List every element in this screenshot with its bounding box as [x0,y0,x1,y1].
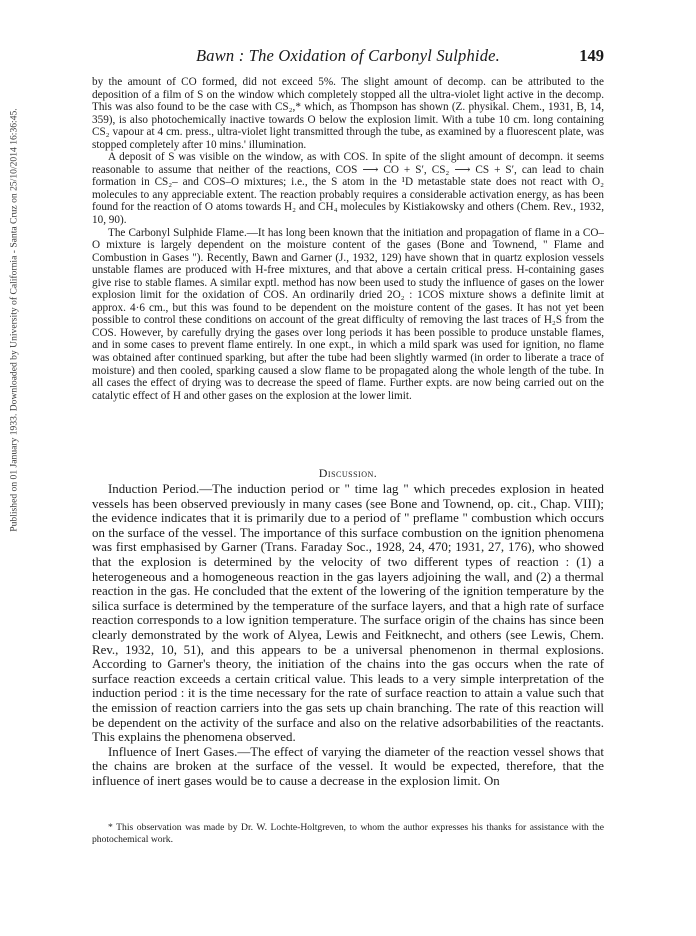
download-stamp-text: Published on 01 January 1933. Downloaded by University of California - Santa Cruz on 25/10/2014 16:36:45. [8,108,20,532]
page-number: 149 [579,46,604,65]
footnote: * This observation was made by Dr. W. Lochte-Holtgreven, to whom the author expresses his thanks for assistance with the photochemical work. [92,822,604,845]
download-stamp [4,40,24,600]
paragraph-sulphur-deposit: A deposit of S was visible on the window, as with COS. In spite of the slight amount of decompn. it seems reasonable to assume that neither of the reactions, COS ⟶ CO + S′, CS₂ ⟶ CS + S′, can lead to chain formation in CS₂– and COS–O mixtures; i.e., the S atom in the ¹D metastable state does not react with O₂ molecules to any appreciable extent. The reaction probably requires a considerable activation energy, as has been found for the reaction of O atoms towards H₂ and CH₄ molecules by Kistiakowsky and others (Chem. Rev., 1932, 10, 90). [92,151,604,227]
paragraph-inert-gases: Influence of Inert Gases.—The effect of varying the diameter of the reaction vessel shows that the chains are broken at the surface of the vessel. It would be expected, therefore, that the influence of inert gases would be to cause a decrease in the explosion limit. On [92,744,604,788]
section-heading: Discussion. [318,466,378,480]
paragraph-carbonyl-flame: The Carbonyl Sulphide Flame.—It has long been known that the initiation and propagation of flame in a CO–O mixture is largely dependent on the moisture content of the gases (Bone and Townend, " Flame and Combustion in Gases "). Recently, Bawn and Garner (J., 1932, 129) have shown that in quartz explosion vessels unstable flames are produced with H-free mixtures, and that above a certain critical press. H-containing gases give rise to stable flames. A similar exptl. method has now been used to study the influence of gases on the lower explosion limit for the oxidation of COS. An ordinarily dried 2O₂ : 1COS mixture shows a definite limit at approx. 4·6 cm., but this was found to be dependent on the moisture content of the gases. It has not yet been possible to control these conditions on account of the great difficulty of removing the last traces of H₂S from the COS. However, by carefully drying the gases over long periods it has been possible to produce unstable flames, and in some cases to prevent flame entirely. In one expt., in which a mild spark was used for ignition, no flame was obtained after continued sparking, but after the tube had been slightly warmed (in order to liberate a trace of moisture) and then cooled, sparking caused a slow flame to be propagated along the whole length of the tube. In all cases the effect of drying was to decrease the speed of flame. Further expts. are now being carried out on the catalytic effect of H and other gases on the explosion at the lower limit. [92,226,604,402]
paragraph-decomposition: by the amount of CO formed, did not exceed 5%. The slight amount of decomp. can be attributed to the deposition of a film of S on the window which completely stopped all the ultra-violet light active in the decomp. This was also found to be the case with CS₂,* which, as Thompson has shown (Z. physikal. Chem., 1931, B, 14, 359), is also photochemically inactive towards O below the explosion limit. With a tube 10 cm. long containing CS₂ vapour at 4 cm. press., ultra-violet light transmitted through the tube, as examined by a fluorescent plate, was stopped completely after 10 mins.' illumination. [92,76,604,151]
running-title: Bawn : The Oxidation of Carbonyl Sulphide. [195,46,500,65]
paragraph-induction-period: Induction Period.—The induction period or " time lag " which precedes explosion in heated vessels has been observed previously in many cases (see Bone and Townend, op. cit., Chap. VIII); the evidence indicates that it is primarily due to a period of " preflame " combustion which occurs on the surface of the vessel. The importance of this surface combustion on the ignition phenomena was first emphasised by Garner (Trans. Faraday Soc., 1928, 24, 470; 1931, 27, 176), who showed that the explosion is determined by the velocity of two different types of reaction : (1) a heterogeneous and a homogeneous reaction in the gas layers adjoining the wall, and (2) a thermal reaction in the gas. He concluded that the extent of the lowering of the ignition temperature by the silica surface is determined by the temperature of the surface layers, and that a high rate of surface reaction corresponds to a low ignition temperature. The surface origin of the chains has since been clearly demonstrated by the work of Alyea, Lewis and Feitknecht, and others (see Lewis, Chem. Rev., 1932, 10, 51), and this appears to be a universal phenomenon in thermal explosions. According to Garner's theory, the initiation of the chains into the gas occurs when the rate of surface reaction exceeds a certain critical value. This leads to a very simple interpretation of the induction period : it is the time necessary for the rate of surface reaction to attain a value such that the emission of reaction carriers into the gas sets up chain branching. The rate of this reaction will be dependent on the activity of the surface and also on the relative adsorbabilities of the reactants. This explains the phenomena observed. [92,482,604,745]
body-text-upper [92,76,604,402]
body-text-discussion [92,482,604,788]
page-header [92,46,604,66]
